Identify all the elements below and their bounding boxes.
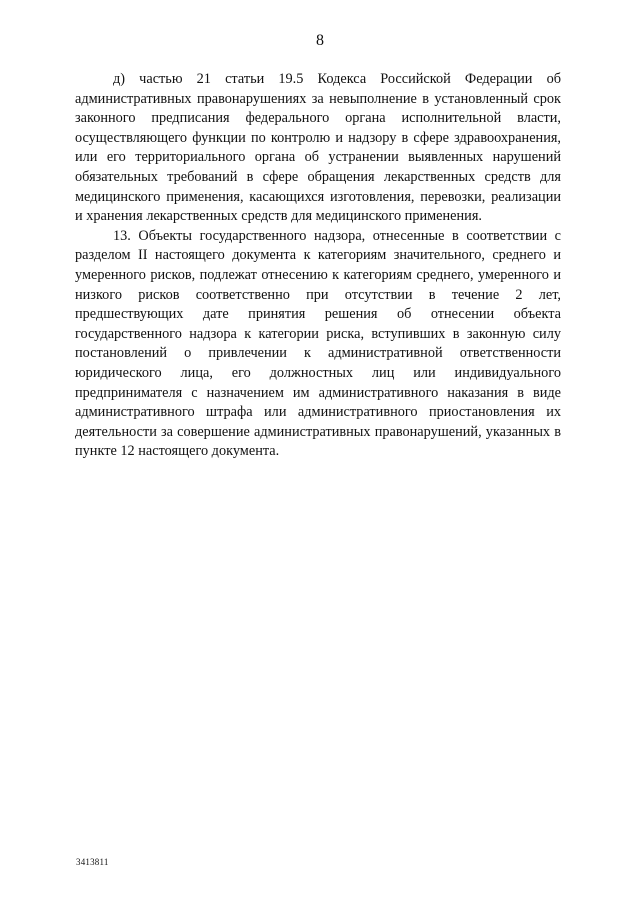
paragraph-13: 13. Объекты государственного надзора, отнесенные в соответствии с разделом II настоящего документа к категориям значительного, среднего и умеренного рисков, подлежат отнесению к категориям среднего, умеренного и низкого рисков соответственно при отсутствии в течение 2 лет, предшествующих дате принятия решения об отнесении объекта государственного надзора к категории риска, вступивших в законную силу постановлений о привлечении к административной ответственности юридического лица, его должностных лиц или индивидуального предпринимателя с назначением им административного наказания в виде административного штрафа или административного приостановления их деятельности за совершение административных правонарушений, указанных в пункте 12 настоящего документа. <box>75 227 561 460</box>
document-body <box>75 70 561 462</box>
paragraph-item-d: д) частью 21 статьи 19.5 Кодекса Российской Федерации об административных правонарушениях за невыполнение в установленный срок законного предписания федерального органа исполнительной власти, осуществляющего функции по контролю и надзору в сфере здравоохранения, или его территориального органа об устранении выявленных нарушений обязательных требований в сфере обращения лекарственных средств для медицинского применения, касающихся изготовления, перевозки, реализации и хранения лекарственных средств для медицинского применения. <box>75 71 561 225</box>
footer-document-code: 3413811 <box>76 857 109 867</box>
page-number: 8 <box>316 32 324 49</box>
